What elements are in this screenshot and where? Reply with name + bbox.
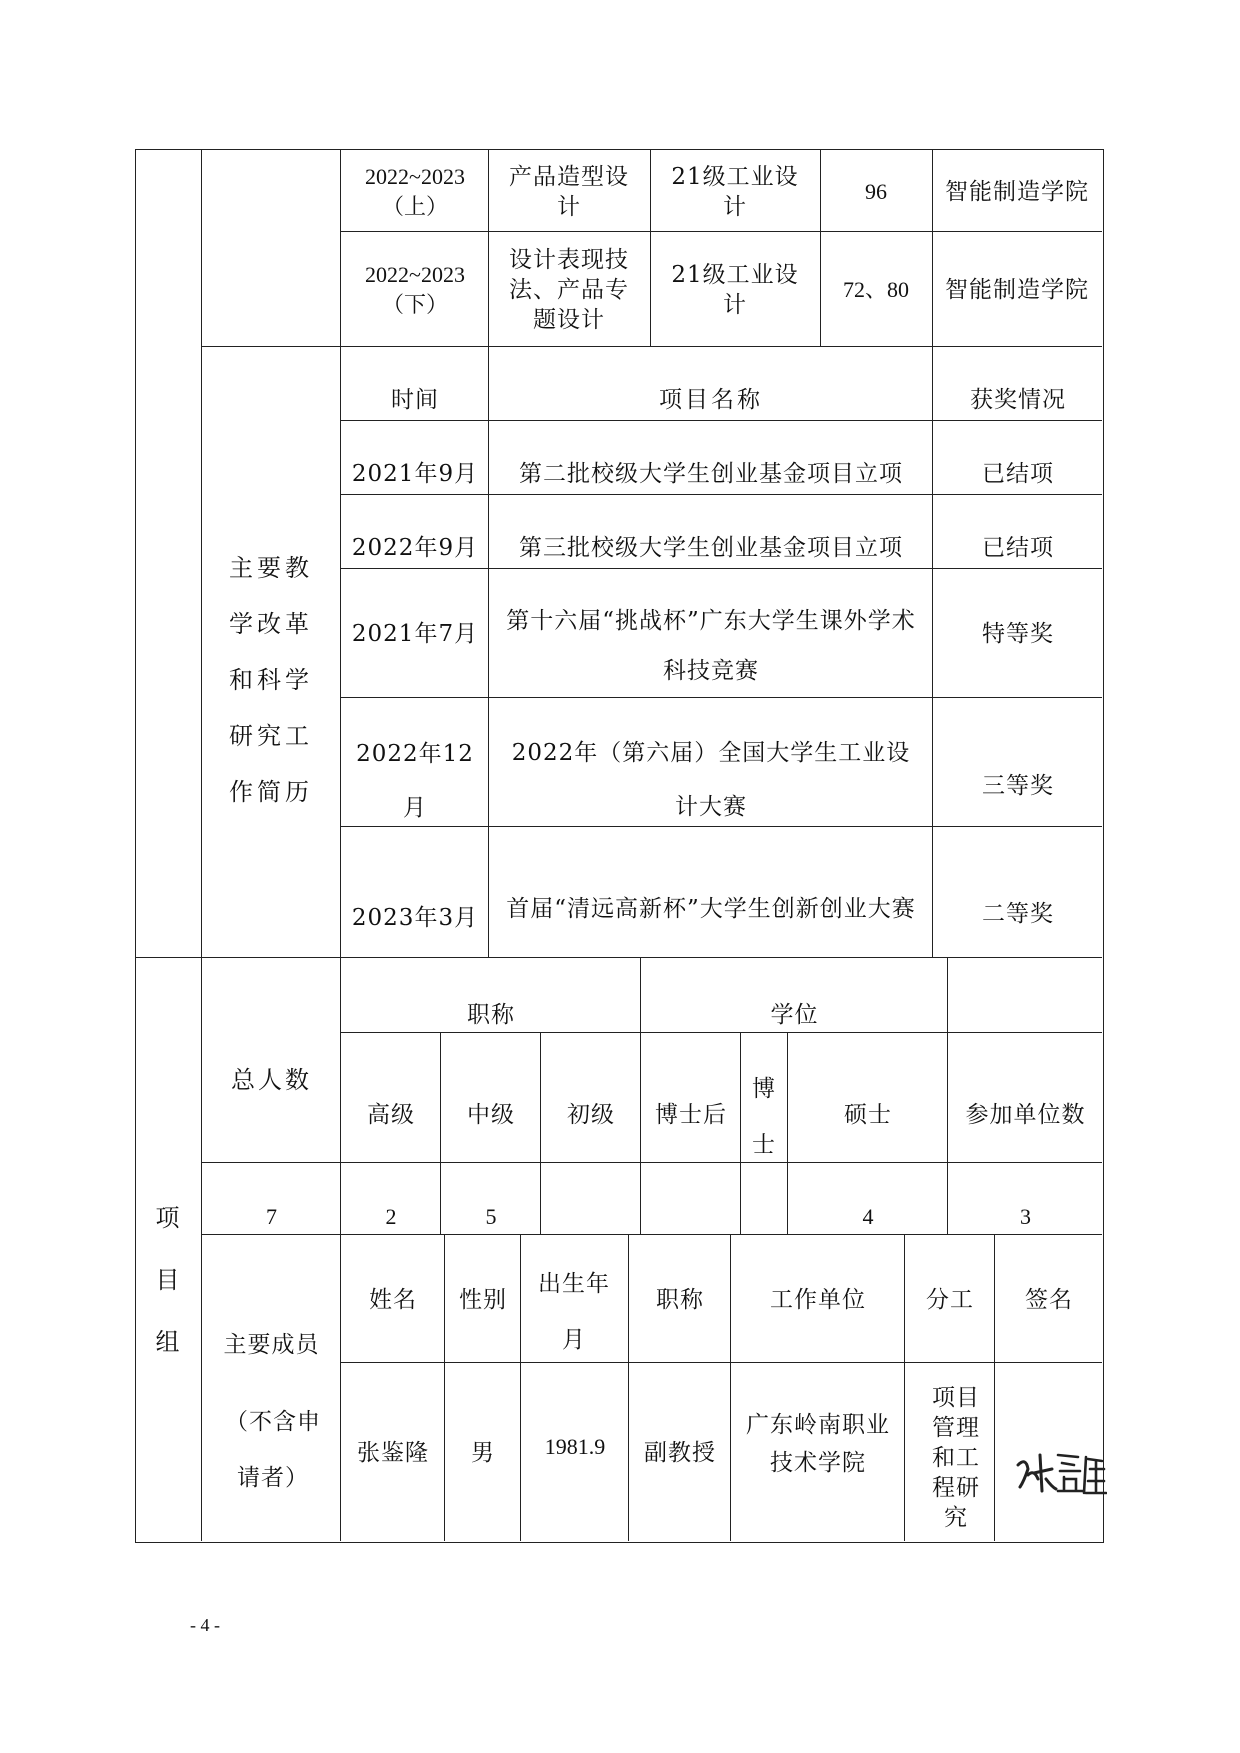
group-count-phd <box>742 1200 787 1234</box>
research-award-4: 三等奖 <box>982 773 1054 799</box>
member-title: 副教授 <box>644 1439 716 1466</box>
teaching-class-2: 21级工业设计 <box>671 261 799 318</box>
research-award-1: 已结项 <box>982 461 1054 487</box>
group-label: 项目组 <box>155 1204 181 1356</box>
group-postdoc-label: 博士后 <box>655 1102 727 1128</box>
group-title-label: 职称 <box>467 1002 515 1028</box>
research-label: 主要教学改革和科学研究工作简历 <box>229 554 313 806</box>
group-units-label: 参加单位数 <box>965 1102 1086 1128</box>
group-count-junior <box>542 1200 640 1234</box>
group-senior-label: 高级 <box>367 1102 415 1128</box>
members-header-gender: 性别 <box>459 1287 507 1313</box>
teaching-term-2: 2022~2023 （下） <box>365 261 465 317</box>
member-unit: 广东岭南职业技术学院 <box>746 1412 890 1476</box>
members-header-title: 职称 <box>656 1287 704 1313</box>
members-label: 主要成员 <box>223 1332 320 1358</box>
group-count-master: 4 <box>862 1204 874 1229</box>
group-master-label: 硕士 <box>844 1102 892 1128</box>
research-header-time: 时间 <box>391 387 439 413</box>
group-count-senior: 2 <box>385 1204 397 1229</box>
teaching-students-1: 96 <box>865 178 887 204</box>
group-middle-label: 中级 <box>467 1102 515 1128</box>
group-count-units: 3 <box>1020 1204 1031 1229</box>
members-header-birth: 出生年月 <box>538 1271 610 1353</box>
member-signature <box>1012 1435 1107 1505</box>
members-header-unit: 工作单位 <box>770 1287 866 1313</box>
research-header-award: 获奖情况 <box>970 387 1066 413</box>
members-sublabel: （不含申请者） <box>225 1409 321 1491</box>
research-time-4: 2022年12月 <box>356 741 474 821</box>
group-count-middle: 5 <box>485 1204 497 1229</box>
member-birth: 1981.9 <box>544 1433 606 1459</box>
research-name-4: 2022年（第六届）全国大学生工业设计大赛 <box>511 740 911 820</box>
research-time-3: 2021年7月 <box>351 620 479 647</box>
members-header-sign: 签名 <box>1025 1287 1073 1313</box>
teaching-class-1: 21级工业设计 <box>671 163 799 220</box>
teaching-course-2: 设计表现技法、产品专题设计 <box>509 246 629 333</box>
teaching-college-2: 智能制造学院 <box>945 276 1089 303</box>
member-gender: 男 <box>471 1439 495 1466</box>
research-name-5: 首届“清远高新杯”大学生创新创业大赛 <box>506 895 916 922</box>
group-count-total: 7 <box>266 1204 277 1229</box>
teaching-college-1: 智能制造学院 <box>945 178 1089 205</box>
research-name-1: 第二批校级大学生创业基金项目立项 <box>519 461 903 487</box>
teaching-term-1: 2022~2023 （上） <box>365 163 465 219</box>
research-time-1: 2021年9月 <box>351 461 479 487</box>
members-header-name: 姓名 <box>369 1287 417 1313</box>
research-header-name: 项目名称 <box>659 387 763 413</box>
research-award-2: 已结项 <box>982 535 1054 561</box>
research-name-2: 第三批校级大学生创业基金项目立项 <box>519 535 903 561</box>
group-total-label: 总人数 <box>231 1066 312 1094</box>
member-role: 项目管理和工程研究 <box>932 1385 980 1531</box>
member-name: 张鉴隆 <box>357 1439 429 1466</box>
group-count-postdoc <box>642 1200 740 1234</box>
teaching-course-1: 产品造型设计 <box>509 163 629 220</box>
teaching-students-2: 72、80 <box>842 276 909 302</box>
group-phd-label: 博士 <box>752 1076 776 1158</box>
group-junior-label: 初级 <box>567 1102 615 1128</box>
group-degree-label: 学位 <box>770 1002 819 1028</box>
research-name-3: 第十六届“挑战杯”广东大学生课外学术科技竞赛 <box>506 608 916 684</box>
research-time-2: 2022年9月 <box>351 535 479 561</box>
page-number: - 4 - <box>190 1615 220 1635</box>
research-time-5: 2023年3月 <box>351 904 479 931</box>
research-award-5: 二等奖 <box>982 900 1054 927</box>
members-header-role: 分工 <box>926 1287 974 1313</box>
research-award-3: 特等奖 <box>982 620 1054 647</box>
